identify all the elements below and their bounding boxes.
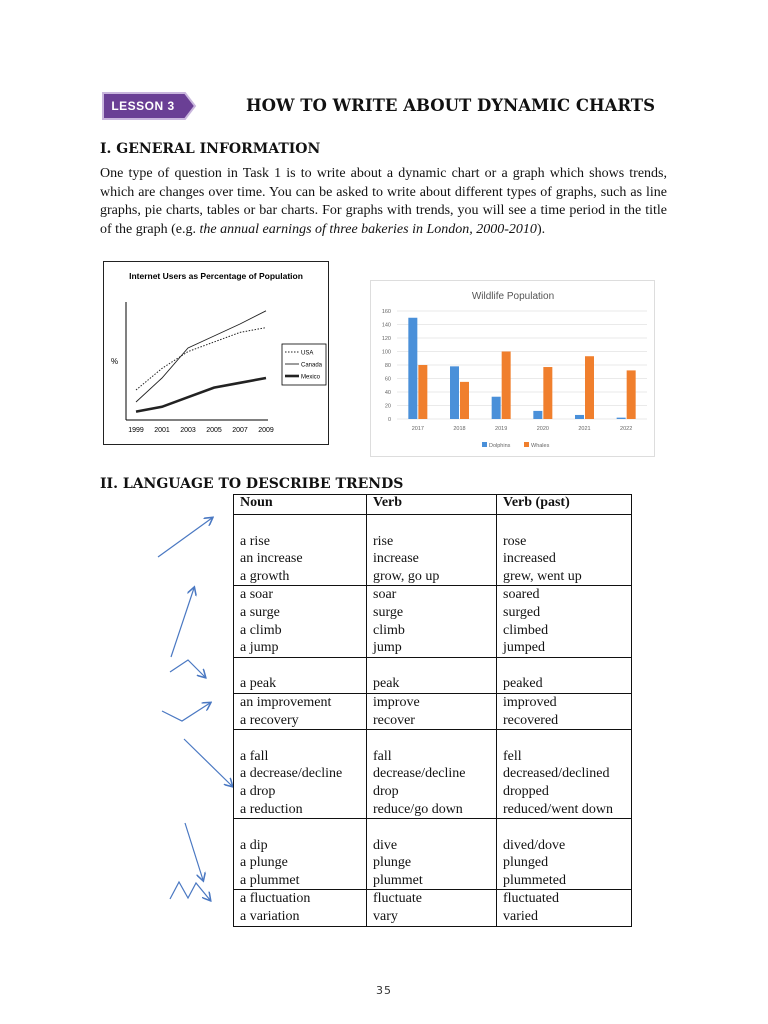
bar-dolphins — [617, 418, 626, 419]
y-tick-label: 20 — [384, 403, 391, 410]
legend-label: USA — [301, 350, 314, 357]
cell-text: a climb — [240, 622, 282, 638]
cell-text: a decrease/decline — [240, 766, 343, 782]
cell-text: increased — [503, 551, 556, 567]
cell-text: increase — [373, 551, 419, 567]
legend-label: Canada — [301, 362, 323, 369]
cell-text: a peak — [240, 676, 277, 692]
intro-paragraph — [100, 165, 667, 239]
cell-text: a variation — [240, 909, 300, 925]
cell-text: dive — [373, 837, 398, 853]
verb-cell — [367, 515, 497, 586]
y-tick-label: 60 — [384, 376, 391, 383]
bar-dolphins — [408, 318, 417, 419]
verb-cell — [367, 657, 497, 693]
paragraph-text: One type of question in Task 1 is to write about a dynamic chart or a graph which shows trends, which are changes over time. You can be asked to write about different types of graphs, such as line graphs, pie charts, tables or bar charts. For graphs with trends, you will see a time period in the title of the graph (e.g. — [100, 166, 667, 237]
verb-cell — [367, 819, 497, 890]
cell-text: plummet — [373, 872, 423, 888]
cell-text: improve — [373, 694, 420, 710]
series-line-mexico — [136, 378, 266, 412]
header-verb: Verb — [367, 495, 497, 515]
legend-swatch — [482, 442, 487, 447]
cell-text: a plunge — [240, 855, 288, 871]
cell-text: a reduction — [240, 801, 303, 817]
noun-cell — [234, 586, 367, 657]
x-tick-label: 2020 — [536, 426, 549, 432]
cell-text: plummeted — [503, 872, 566, 888]
bar-dolphins — [533, 411, 542, 419]
cell-text — [373, 730, 496, 748]
cell-text — [373, 819, 496, 837]
cell-text — [240, 819, 366, 837]
internet-users-chart — [103, 261, 329, 445]
cell-text: rise — [373, 533, 394, 549]
recovery-arrow-icon — [162, 703, 210, 721]
cell-text — [503, 819, 631, 837]
cell-text: peak — [373, 676, 400, 692]
cell-text: fluctuate — [373, 891, 422, 907]
y-tick-label: 40 — [384, 390, 391, 396]
page-title: HOW TO WRITE ABOUT DYNAMIC CHARTS — [246, 96, 656, 115]
bar-chart-svg — [371, 281, 654, 456]
fall-arrow-icon — [184, 739, 232, 786]
x-tick-label: 2003 — [180, 427, 196, 434]
x-tick-label: 2018 — [453, 426, 466, 432]
y-tick-label: 100 — [381, 349, 391, 356]
cell-text: decrease/decline — [373, 766, 466, 782]
noun-cell — [234, 730, 367, 819]
y-tick-label: 140 — [381, 322, 391, 329]
paragraph-example: the annual earnings of three bakeries in London, 2000-2010 — [199, 221, 537, 237]
noun-cell — [234, 890, 367, 926]
cell-text — [240, 515, 366, 533]
legend-swatch — [524, 442, 529, 447]
fluctuation-arrow-icon — [170, 882, 210, 900]
verb-cell — [367, 586, 497, 657]
cell-text: rose — [503, 533, 527, 549]
x-tick-label: 2019 — [495, 426, 508, 432]
cell-text: fluctuated — [503, 891, 559, 907]
paragraph-end: ). — [536, 221, 546, 237]
x-tick-label: 2021 — [578, 426, 591, 432]
verb-past-cell — [497, 515, 632, 586]
verb-cell — [367, 890, 497, 926]
cell-text: grew, went up — [503, 568, 582, 584]
bar-whales — [502, 352, 511, 420]
plunge-arrow-icon — [185, 823, 203, 880]
cell-text: a jump — [240, 640, 279, 656]
header-noun: Noun — [234, 495, 367, 515]
cell-text: fall — [373, 748, 392, 764]
cell-text: jump — [373, 640, 402, 656]
cell-text: soared — [503, 587, 540, 603]
cell-text: a growth — [240, 568, 290, 584]
bar-whales — [585, 356, 594, 419]
legend-label: Whales — [531, 443, 550, 449]
peak-arrow-icon — [170, 660, 205, 677]
cell-text: a plummet — [240, 872, 300, 888]
noun-cell — [234, 693, 367, 729]
verb-past-cell — [497, 693, 632, 729]
cell-text: a rise — [240, 533, 270, 549]
cell-text — [503, 730, 631, 748]
cell-text: dived/dove — [503, 837, 566, 853]
legend-label: Dolphins — [489, 443, 511, 449]
cell-text — [240, 730, 366, 748]
y-tick-label: 120 — [381, 336, 391, 342]
legend-label: Mexico — [301, 374, 321, 381]
cell-text: a surge — [240, 604, 280, 620]
verb-past-cell — [497, 586, 632, 657]
cell-text: a fall — [240, 748, 269, 764]
cell-text: recover — [373, 712, 415, 728]
cell-text: reduce/go down — [373, 801, 463, 817]
x-tick-label: 2007 — [232, 427, 248, 434]
cell-text — [503, 515, 631, 533]
series-line-canada — [136, 311, 266, 402]
cell-text — [373, 658, 496, 676]
table-row — [234, 730, 632, 819]
bar-dolphins — [492, 397, 501, 419]
soar-arrow-icon — [171, 588, 194, 657]
trends-table — [233, 494, 632, 927]
bar-dolphins — [450, 366, 459, 419]
cell-text: plunge — [373, 855, 412, 871]
bar-whales — [627, 370, 636, 419]
cell-text: vary — [373, 909, 398, 925]
noun-cell — [234, 515, 367, 586]
cell-text: climb — [373, 622, 405, 638]
verb-past-cell — [497, 730, 632, 819]
cell-text: varied — [503, 909, 538, 925]
cell-text — [503, 658, 631, 676]
cell-text: a drop — [240, 783, 276, 799]
wildlife-population-chart — [370, 280, 655, 457]
page-number: 35 — [376, 984, 392, 997]
cell-text: a fluctuation — [240, 891, 311, 907]
section-heading-general: I. GENERAL INFORMATION — [100, 141, 321, 157]
bar-whales — [543, 367, 552, 419]
section-heading-language: II. LANGUAGE TO DESCRIBE TRENDS — [100, 476, 404, 492]
cell-text: an improvement — [240, 694, 332, 710]
cell-text: jumped — [503, 640, 545, 656]
bar-whales — [460, 382, 469, 419]
lesson-badge — [101, 91, 197, 121]
x-tick-label: 2022 — [620, 426, 633, 432]
table-row — [234, 586, 632, 657]
table-row — [234, 890, 632, 926]
header-verb-past: Verb (past) — [497, 495, 632, 515]
x-tick-label: 2009 — [258, 427, 274, 434]
cell-text: soar — [373, 587, 397, 603]
verb-cell — [367, 693, 497, 729]
cell-text: grow, go up — [373, 568, 440, 584]
table-row — [234, 515, 632, 586]
chart-title: Wildlife Population — [471, 291, 555, 302]
chart-title: Internet Users as Percentage of Population — [129, 271, 303, 281]
cell-text: decreased/declined — [503, 766, 610, 782]
cell-text: fell — [503, 748, 522, 764]
x-tick-label: 1999 — [128, 427, 144, 434]
table-row — [234, 657, 632, 693]
table-header-row — [234, 495, 632, 515]
verb-past-cell — [497, 819, 632, 890]
lesson-badge-label: LESSON 3 — [111, 99, 175, 113]
cell-text: an increase — [240, 551, 303, 567]
cell-text: surge — [373, 604, 404, 620]
noun-cell — [234, 657, 367, 693]
cell-text: recovered — [503, 712, 559, 728]
cell-text: peaked — [503, 676, 543, 692]
cell-text: drop — [373, 783, 399, 799]
cell-text: climbed — [503, 622, 549, 638]
cell-text: dropped — [503, 783, 549, 799]
line-chart-svg — [104, 262, 328, 444]
cell-text — [373, 515, 496, 533]
bar-whales — [418, 365, 427, 419]
cell-text: a dip — [240, 837, 268, 853]
y-axis-label: % — [111, 357, 119, 366]
bar-dolphins — [575, 415, 584, 419]
cell-text: improved — [503, 694, 557, 710]
y-tick-label: 160 — [381, 309, 391, 315]
y-tick-label: 80 — [384, 363, 391, 369]
cell-text: a soar — [240, 587, 274, 603]
table-row — [234, 819, 632, 890]
x-tick-label: 2005 — [206, 427, 222, 434]
x-tick-label: 2017 — [411, 426, 424, 432]
noun-cell — [234, 819, 367, 890]
y-tick-label: 0 — [387, 417, 391, 423]
verb-past-cell — [497, 890, 632, 926]
trend-arrows — [150, 505, 240, 905]
cell-text: plunged — [503, 855, 549, 871]
x-tick-label: 2001 — [154, 427, 170, 434]
cell-text — [240, 658, 366, 676]
table-row — [234, 693, 632, 729]
verb-past-cell — [497, 657, 632, 693]
cell-text: surged — [503, 604, 541, 620]
rise-arrow-icon — [158, 518, 212, 557]
verb-cell — [367, 730, 497, 819]
cell-text: reduced/went down — [503, 801, 614, 817]
cell-text: a recovery — [240, 712, 299, 728]
